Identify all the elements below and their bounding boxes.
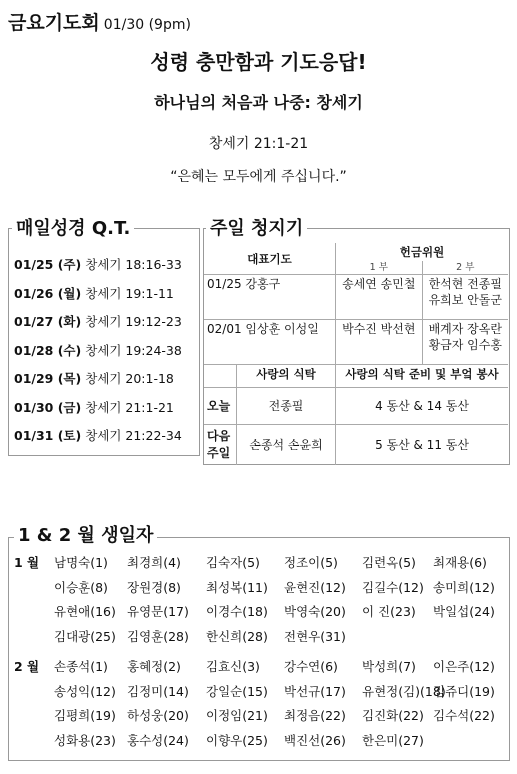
birthday-entry: 강수연(6) [284,659,338,674]
birthday-entry: 유현정(김)(18) [362,683,446,699]
birthday-title: 1 & 2 월 생일자 [14,521,157,547]
birthday-entry: 김영훈(28) [127,628,189,644]
qt-date: 01/25 (주) [14,257,82,272]
love-table-header: 사랑의 식탁 [237,365,336,388]
qt-row [14,284,174,302]
birthday-entry: 이은주(12) [433,659,495,674]
qt-reference: 창세기 18:16-33 [85,257,182,272]
birthday-entry: 김련옥(5) [362,555,416,570]
birthday-entry: 박선규(17) [284,683,346,699]
row-part2-line1: 한석현 전종필 [428,277,502,291]
row-part2-line2: 유희보 안돌군 [428,293,502,307]
qt-date: 01/27 (화) [14,314,82,329]
birthday-entry: 이정임(21) [206,708,268,723]
qt-reference: 창세기 19:12-23 [85,314,182,329]
qt-row [14,398,174,416]
sunday-table [204,243,508,465]
birthday-entry: 김효신(3) [206,659,260,674]
birthday-entry: 최정음(22) [284,708,346,723]
sermon-title: 성령 충만함과 기도응답! [150,50,367,74]
qt-row [14,369,174,387]
birthday-entry: 장원경(8) [127,579,181,595]
row-date: 01/25 [207,277,242,291]
today-table: 전종필 [237,388,336,425]
sermon-subtitle: 하나님의 처음과 나중: 창세기 [154,93,363,112]
row-prayer: 임상훈 이성일 [245,322,319,336]
qt-date: 01/31 (토) [14,428,82,443]
birthday-entry: 성화용(23) [54,732,116,748]
birthday-entry: 김숙자(5) [206,555,260,570]
offering-part2-label: 2 부 [422,261,508,275]
qt-reference: 창세기 19:24-38 [85,342,182,358]
birthday-entry: 송성익(12) [54,683,116,699]
table-row [204,275,508,320]
qt-row [14,341,182,359]
birthday-entry: 김대광(25) [54,628,116,644]
offering-header: 헌금위원 [336,243,508,261]
birthday-entry: 전현우(31) [284,628,346,644]
birthday-entry: 김평희(19) [54,708,116,723]
qt-reference: 창세기 19:1-11 [85,285,174,301]
scripture-reference: 창세기 21:1-21 [208,136,309,152]
qt-row [14,312,182,330]
qt-reference: 창세기 21:22-34 [85,428,182,443]
birthday-entry: 박영숙(20) [284,604,346,619]
birthday-entry: 최재용(6) [433,555,487,570]
row-date: 02/01 [207,322,242,336]
birthday-entry: 강일순(15) [206,683,268,699]
qt-title: 매일성경 Q.T. [12,214,134,240]
row-part1: 송세연 송민철 [336,275,423,320]
birthday-entry: 최성복(11) [206,579,268,595]
birthday-entry: 최경희(4) [127,555,181,570]
qt-date: 01/30 (금) [14,399,82,415]
february-label: 2 월 [14,659,40,674]
love-table-prep-header: 사랑의 식탁 준비 및 부엌 봉사 [336,365,508,388]
qt-row [14,255,182,273]
today-label: 오늘 [204,388,237,425]
next-table: 손종석 손윤희 [237,425,336,466]
birthday-entry: 남명숙(1) [54,555,108,570]
birthday-entry: 유영문(17) [127,604,189,619]
birthday-entry: 윤현진(12) [284,579,346,595]
row-prayer: 강홍구 [245,277,281,291]
prayer-header: 대표기도 [204,243,336,275]
birthday-entry: 유현애(16) [54,604,116,619]
birthday-entry: 이승훈(8) [54,579,108,595]
birthday-entry: 박일섭(24) [433,604,495,619]
birthday-entry: 이경수(18) [206,604,268,619]
birthday-entry: 이 진(23) [362,604,416,619]
table-row [204,425,508,466]
birthday-entry: 김수석(22) [433,708,495,723]
birthday-entry: 손종석(1) [54,659,108,674]
table-row [204,388,508,425]
birthday-entry: 한신희(28) [206,628,268,644]
birthday-entry: 한은미(27) [362,732,424,748]
birthday-entry: 홍혜정(2) [127,659,181,674]
row-part2-line2: 황금자 임수홍 [428,338,502,352]
qt-reference: 창세기 21:1-21 [85,399,174,415]
next-prep: 5 동산 & 11 동산 [336,425,508,466]
today-prep: 4 동산 & 14 동산 [336,388,508,425]
service-date: 01/30 (9pm) [103,17,191,33]
birthday-entry: 하성웅(20) [127,708,189,723]
birthday-entry: 송미희(12) [433,579,495,595]
page-title [8,8,191,35]
sermon-quote: “은혜는 모두에게 주십니다.” [170,169,347,185]
row-part2-line1: 배계자 장옥란 [428,322,502,336]
qt-reference: 창세기 20:1-18 [85,371,174,386]
birthday-entry: 김진화(22) [362,708,424,723]
next-label-line2: 주일 [207,446,231,460]
birthday-entry: 백진선(26) [284,732,346,748]
birthday-entry: 김정미(14) [127,683,189,699]
sunday-title: 주일 청지기 [206,214,307,240]
qt-row [14,426,182,444]
birthday-entry: 김쥬디(19) [433,683,495,699]
service-name: 금요기도회 [8,12,100,34]
birthday-entry: 이향우(25) [206,732,268,748]
birthday-entry: 김길수(12) [362,579,424,595]
table-row [204,320,508,365]
offering-part1-label: 1 부 [336,261,423,275]
january-label: 1 월 [14,555,40,570]
row-part1: 박수진 박선현 [336,320,423,365]
qt-date: 01/26 (월) [14,285,82,301]
birthday-entry: 박성희(7) [362,659,416,674]
birthday-entry: 정조이(5) [284,555,338,570]
qt-date: 01/28 (수) [14,342,82,358]
next-label-line1: 다음 [207,429,231,443]
birthday-entry: 홍수성(24) [127,732,189,748]
qt-date: 01/29 (목) [14,371,82,386]
